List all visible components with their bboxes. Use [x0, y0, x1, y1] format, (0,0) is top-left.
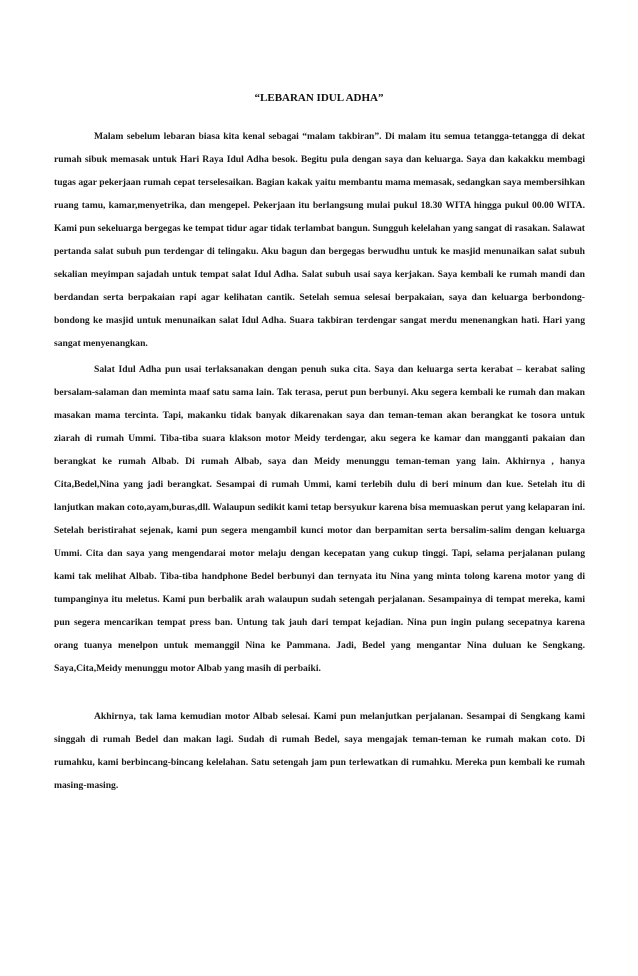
paragraph-3-container [54, 705, 585, 797]
paragraph-1-container [54, 125, 585, 355]
paragraph-2: Salat Idul Adha pun usai terlaksanakan dengan penuh suka cita. Saya dan keluarga serta kerabat – kerabat saling bersalam-salaman dan meminta maaf satu sama lain. Tak terasa, perut pun berbunyi. Aku segera kembali ke rumah dan makan masakan mama tercinta. Tapi, makanku tidak banyak dikarenakan saya dan teman-teman akan berangkat ke tosora untuk ziarah di rumah Ummi. Tiba-tiba suara klakson motor Meidy terdengar, aku segera ke kamar dan mangganti pakaian dan berangkat ke rumah Albab. Di rumah Albab, saya dan Meidy menunggu teman-teman yang lain. Akhirnya , hanya Cita,Bedel,Nina yang jadi berangkat. Sesampai di rumah Ummi, kami terlebih dulu di beri minum dan kue. Setelah itu di lanjutkan makan coto,ayam,buras,dll. Walaupun sedikit kami tetap bersyukur karena bisa memuaskan perut yang kelaparan ini. Setelah beristirahat sejenak, kami pun segera mengambil kunci motor dan berpamitan serta bersalim-salim dengan keluarga Ummi. Cita dan saya yang mengendarai motor melaju dengan kecepatan yang cukup tinggi. Tapi, selama perjalanan pulang kami tak melihat Albab. Tiba-tiba handphone Bedel berbunyi dan ternyata itu Nina yang minta tolong karena motor yang di tumpanginya itu meletus. Kami pun berbalik arah walaupun sudah setengah perjalanan. Sesampainya di tempat mereka, kami pun segera mencarikan tempat press ban. Untung tak jauh dari tempat kejadian. Nina pun ingin pulang secepatnya karena orang tuanya menelpon untuk memanggil Nina ke Pammana. Jadi, Bedel yang mengantar Nina duluan ke Sengkang. Saya,Cita,Meidy menunggu motor Albab yang masih di perbaiki. [54, 364, 585, 674]
document-title: “LEBARAN IDUL ADHA” [254, 92, 384, 104]
paragraph-1: Malam sebelum lebaran biasa kita kenal sebagai “malam takbiran”. Di malam itu semua tetangga-tetangga di dekat rumah sibuk memasak untuk Hari Raya Idul Adha besok. Begitu pula dengan saya dan keluarga. Saya dan kakakku membagi tugas agar pekerjaan rumah cepat terselesaikan. Bagian kakak yaitu membantu mama memasak, sedangkan saya membersihkan ruang tamu, kamar,menyetrika, dan mengepel. Pekerjaan itu berlangsung mulai pukul 18.30 WITA hingga pukul 00.00 WITA. Kami pun sekeluarga bergegas ke tempat tidur agar tidak terlambat bangun. Sungguh kelelahan yang sangat di rasakan. Salawat pertanda salat subuh pun terdengar di telingaku. Aku bagun dan bergegas berwudhu untuk ke masjid menunaikan salat subuh sekalian meyimpan sajadah untuk tempat salat Idul Adha. Salat subuh usai saya kerjakan. Saya kembali ke rumah mandi dan berdandan serta berpakaian rapi agar kelihatan cantik. Setelah semua selesai berpakaian, saya dan keluarga berbondong-bondong ke masjid untuk menunaikan salat Idul Adha. Suara takbiran terdengar sangat merdu menenangkan hati. Hari yang sangat menyenangkan. [54, 131, 585, 349]
paragraph-3: Akhirnya, tak lama kemudian motor Albab selesai. Kami pun melanjutkan perjalanan. Sesampai di Sengkang kami singgah di rumah Bedel dan makan lagi. Sudah di rumah Bedel, saya mengajak teman-teman ke rumah makan coto. Di rumahku, kami berbincang-bincang kelelahan. Satu setengah jam pun terlewatkan di rumahku. Mereka pun kembali ke rumah masing-masing. [54, 711, 585, 791]
paragraph-2-container [54, 358, 585, 680]
